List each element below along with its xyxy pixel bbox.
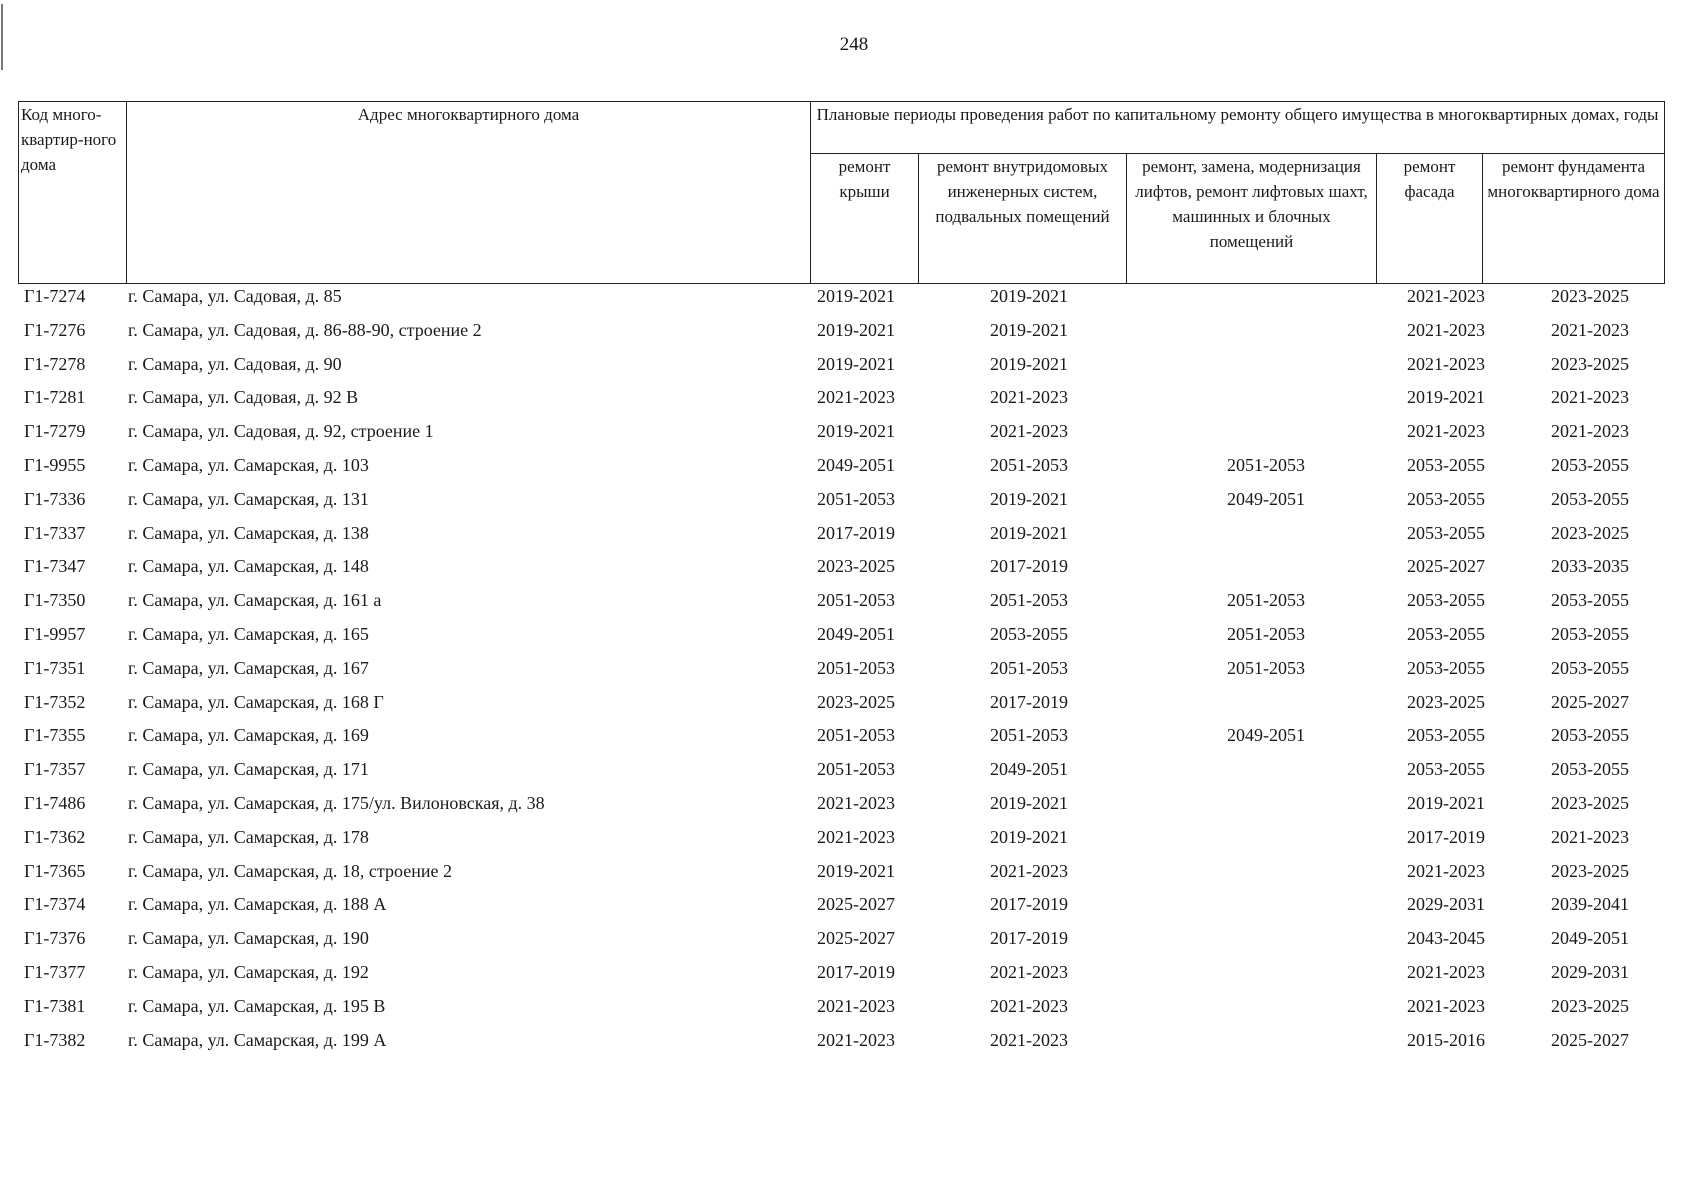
cell-roof: 2025-2027 bbox=[817, 894, 895, 915]
cell-engineering: 2019-2021 bbox=[990, 522, 1068, 543]
cell-code: Г1-7274 bbox=[24, 286, 86, 306]
cell-engineering: 2053-2055 bbox=[990, 623, 1068, 644]
cell-foundation: 2021-2023 bbox=[1551, 319, 1629, 340]
cell-roof: 2023-2025 bbox=[817, 691, 895, 712]
cell-facade: 2053-2055 bbox=[1407, 725, 1485, 746]
table-row bbox=[18, 282, 1668, 316]
cell-facade: 2043-2045 bbox=[1407, 928, 1485, 949]
cell-engineering: 2017-2019 bbox=[990, 556, 1068, 577]
cell-engineering: 2049-2051 bbox=[990, 759, 1068, 780]
cell-roof: 2021-2023 bbox=[817, 387, 895, 408]
cell-address: г. Самара, ул. Самарская, д. 103 bbox=[128, 454, 369, 475]
cell-foundation: 2029-2031 bbox=[1551, 961, 1629, 982]
cell-engineering: 2019-2021 bbox=[990, 488, 1068, 509]
header-code: Код много-квартир-ного дома bbox=[19, 102, 127, 284]
cell-facade: 2053-2055 bbox=[1407, 657, 1485, 678]
cell-lifts: 2051-2053 bbox=[1227, 623, 1305, 644]
cell-foundation: 2049-2051 bbox=[1551, 928, 1629, 949]
cell-facade: 2021-2023 bbox=[1407, 995, 1485, 1016]
cell-facade: 2053-2055 bbox=[1407, 590, 1485, 611]
cell-address: г. Самара, ул. Самарская, д. 161 а bbox=[128, 590, 382, 611]
cell-facade: 2021-2023 bbox=[1407, 353, 1485, 374]
cell-roof: 2019-2021 bbox=[817, 353, 895, 374]
table-row bbox=[18, 789, 1668, 823]
cell-code: Г1-7381 bbox=[24, 995, 86, 1016]
table-row bbox=[18, 958, 1668, 992]
cell-engineering: 2019-2021 bbox=[990, 319, 1068, 340]
cell-roof: 2049-2051 bbox=[817, 623, 895, 644]
cell-facade: 2021-2023 bbox=[1407, 860, 1485, 881]
cell-engineering: 2021-2023 bbox=[990, 387, 1068, 408]
table-row bbox=[18, 755, 1668, 789]
cell-roof: 2019-2021 bbox=[817, 286, 895, 306]
cell-address: г. Самара, ул. Самарская, д. 168 Г bbox=[128, 691, 384, 712]
table-row bbox=[18, 688, 1668, 722]
cell-address: г. Самара, ул. Садовая, д. 85 bbox=[128, 286, 342, 306]
cell-roof: 2025-2027 bbox=[817, 928, 895, 949]
cell-code: Г1-7276 bbox=[24, 319, 86, 340]
header-foundation: ремонт фундамента многоквартирного дома bbox=[1483, 154, 1665, 284]
table-row bbox=[18, 924, 1668, 958]
table-row bbox=[18, 316, 1668, 350]
cell-address: г. Самара, ул. Самарская, д. 167 bbox=[128, 657, 369, 678]
cell-code: Г1-7382 bbox=[24, 1029, 86, 1050]
cell-code: Г1-7351 bbox=[24, 657, 86, 678]
cell-foundation: 2039-2041 bbox=[1551, 894, 1629, 915]
cell-roof: 2049-2051 bbox=[817, 454, 895, 475]
cell-address: г. Самара, ул. Самарская, д. 138 bbox=[128, 522, 369, 543]
page-number: 248 bbox=[839, 34, 869, 55]
cell-code: Г1-7377 bbox=[24, 961, 86, 982]
cell-address: г. Самара, ул. Самарская, д. 171 bbox=[128, 759, 369, 780]
cell-engineering: 2051-2053 bbox=[990, 454, 1068, 475]
table-row bbox=[18, 451, 1668, 485]
cell-engineering: 2051-2053 bbox=[990, 725, 1068, 746]
cell-foundation: 2053-2055 bbox=[1551, 454, 1629, 475]
cell-facade: 2021-2023 bbox=[1407, 286, 1485, 306]
table-row bbox=[18, 519, 1668, 553]
cell-lifts: 2049-2051 bbox=[1227, 725, 1305, 746]
cell-foundation: 2023-2025 bbox=[1551, 522, 1629, 543]
cell-engineering: 2019-2021 bbox=[990, 286, 1068, 306]
header-engineering: ремонт внутридомовых инженерных систем, подвальных помещений bbox=[919, 154, 1127, 284]
cell-address: г. Самара, ул. Самарская, д. 131 bbox=[128, 488, 369, 509]
cell-code: Г1-7362 bbox=[24, 826, 86, 847]
cell-facade: 2015-2016 bbox=[1407, 1029, 1485, 1050]
cell-code: Г1-7350 bbox=[24, 590, 86, 611]
cell-foundation: 2023-2025 bbox=[1551, 860, 1629, 881]
cell-roof: 2051-2053 bbox=[817, 759, 895, 780]
table-row bbox=[18, 857, 1668, 891]
cell-foundation: 2021-2023 bbox=[1551, 421, 1629, 442]
cell-address: г. Самара, ул. Садовая, д. 86-88-90, строение 2 bbox=[128, 319, 482, 340]
cell-engineering: 2019-2021 bbox=[990, 792, 1068, 813]
table-row bbox=[18, 654, 1668, 688]
cell-code: Г1-9955 bbox=[24, 454, 86, 475]
cell-facade: 2019-2021 bbox=[1407, 792, 1485, 813]
cell-code: Г1-7352 bbox=[24, 691, 86, 712]
cell-foundation: 2053-2055 bbox=[1551, 623, 1629, 644]
cell-code: Г1-7336 bbox=[24, 488, 86, 509]
table-row bbox=[18, 620, 1668, 654]
cell-roof: 2017-2019 bbox=[817, 522, 895, 543]
cell-facade: 2053-2055 bbox=[1407, 454, 1485, 475]
cell-facade: 2019-2021 bbox=[1407, 387, 1485, 408]
cell-roof: 2019-2021 bbox=[817, 421, 895, 442]
cell-roof: 2019-2021 bbox=[817, 319, 895, 340]
cell-roof: 2051-2053 bbox=[817, 657, 895, 678]
cell-address: г. Самара, ул. Самарская, д. 175/ул. Вилоновская, д. 38 bbox=[128, 792, 545, 813]
cell-facade: 2021-2023 bbox=[1407, 421, 1485, 442]
cell-code: Г1-7357 bbox=[24, 759, 86, 780]
cell-lifts: 2051-2053 bbox=[1227, 454, 1305, 475]
header-lifts: ремонт, замена, модернизация лифтов, ремонт лифтовых шахт, машинных и блочных помещений bbox=[1127, 154, 1377, 284]
cell-engineering: 2019-2021 bbox=[990, 353, 1068, 374]
cell-engineering: 2019-2021 bbox=[990, 826, 1068, 847]
cell-foundation: 2053-2055 bbox=[1551, 759, 1629, 780]
cell-code: Г1-7281 bbox=[24, 387, 86, 408]
header-periods-group: Плановые периоды проведения работ по капитальному ремонту общего имущества в многоквартирных домах, годы bbox=[811, 102, 1665, 154]
cell-code: Г1-7355 bbox=[24, 725, 86, 746]
cell-code: Г1-7337 bbox=[24, 522, 86, 543]
header-roof: ремонт крыши bbox=[811, 154, 919, 284]
table-row bbox=[18, 586, 1668, 620]
table-row bbox=[18, 417, 1668, 451]
table-row bbox=[18, 350, 1668, 384]
cell-lifts: 2051-2053 bbox=[1227, 657, 1305, 678]
cell-facade: 2025-2027 bbox=[1407, 556, 1485, 577]
cell-address: г. Самара, ул. Самарская, д. 190 bbox=[128, 928, 369, 949]
cell-facade: 2053-2055 bbox=[1407, 522, 1485, 543]
cell-foundation: 2053-2055 bbox=[1551, 488, 1629, 509]
cell-address: г. Самара, ул. Садовая, д. 92, строение 1 bbox=[128, 421, 434, 442]
cell-code: Г1-7374 bbox=[24, 894, 86, 915]
cell-foundation: 2023-2025 bbox=[1551, 353, 1629, 374]
cell-address: г. Самара, ул. Садовая, д. 90 bbox=[128, 353, 342, 374]
cell-address: г. Самара, ул. Садовая, д. 92 В bbox=[128, 387, 359, 408]
cell-code: Г1-7376 bbox=[24, 928, 86, 949]
table-row bbox=[18, 992, 1668, 1026]
cell-address: г. Самара, ул. Самарская, д. 169 bbox=[128, 725, 369, 746]
cell-roof: 2051-2053 bbox=[817, 590, 895, 611]
cell-engineering: 2021-2023 bbox=[990, 961, 1068, 982]
cell-foundation: 2025-2027 bbox=[1551, 691, 1629, 712]
cell-foundation: 2023-2025 bbox=[1551, 286, 1629, 306]
cell-engineering: 2017-2019 bbox=[990, 928, 1068, 949]
cell-engineering: 2017-2019 bbox=[990, 894, 1068, 915]
table-row bbox=[18, 485, 1668, 519]
header-address: Адрес многоквартирного дома bbox=[127, 102, 811, 284]
cell-code: Г1-7347 bbox=[24, 556, 86, 577]
cell-facade: 2053-2055 bbox=[1407, 488, 1485, 509]
cell-foundation: 2021-2023 bbox=[1551, 387, 1629, 408]
table-body bbox=[18, 282, 1668, 1059]
cell-facade: 2023-2025 bbox=[1407, 691, 1485, 712]
header-facade: ремонт фасада bbox=[1377, 154, 1483, 284]
table-header bbox=[18, 101, 1665, 284]
table-row bbox=[18, 890, 1668, 924]
cell-lifts: 2051-2053 bbox=[1227, 590, 1305, 611]
cell-roof: 2021-2023 bbox=[817, 826, 895, 847]
cell-roof: 2023-2025 bbox=[817, 556, 895, 577]
cell-address: г. Самара, ул. Самарская, д. 178 bbox=[128, 826, 369, 847]
cell-address: г. Самара, ул. Самарская, д. 188 А bbox=[128, 894, 387, 915]
cell-code: Г1-7278 bbox=[24, 353, 86, 374]
cell-foundation: 2021-2023 bbox=[1551, 826, 1629, 847]
cell-foundation: 2023-2025 bbox=[1551, 995, 1629, 1016]
cell-engineering: 2021-2023 bbox=[990, 995, 1068, 1016]
cell-engineering: 2051-2053 bbox=[990, 657, 1068, 678]
cell-address: г. Самара, ул. Самарская, д. 18, строение 2 bbox=[128, 860, 452, 881]
cell-roof: 2021-2023 bbox=[817, 792, 895, 813]
cell-address: г. Самара, ул. Самарская, д. 192 bbox=[128, 961, 369, 982]
cell-roof: 2019-2021 bbox=[817, 860, 895, 881]
cell-roof: 2021-2023 bbox=[817, 995, 895, 1016]
cell-roof: 2051-2053 bbox=[817, 488, 895, 509]
cell-facade: 2021-2023 bbox=[1407, 319, 1485, 340]
cell-foundation: 2053-2055 bbox=[1551, 725, 1629, 746]
cell-engineering: 2051-2053 bbox=[990, 590, 1068, 611]
cell-foundation: 2025-2027 bbox=[1551, 1029, 1629, 1050]
cell-facade: 2029-2031 bbox=[1407, 894, 1485, 915]
cell-facade: 2017-2019 bbox=[1407, 826, 1485, 847]
cell-roof: 2051-2053 bbox=[817, 725, 895, 746]
table-row bbox=[18, 552, 1668, 586]
table-row bbox=[18, 721, 1668, 755]
cell-foundation: 2053-2055 bbox=[1551, 590, 1629, 611]
cell-foundation: 2053-2055 bbox=[1551, 657, 1629, 678]
cell-lifts: 2049-2051 bbox=[1227, 488, 1305, 509]
cell-code: Г1-7486 bbox=[24, 792, 86, 813]
cell-facade: 2021-2023 bbox=[1407, 961, 1485, 982]
cell-roof: 2021-2023 bbox=[817, 1029, 895, 1050]
cell-foundation: 2033-2035 bbox=[1551, 556, 1629, 577]
cell-address: г. Самара, ул. Самарская, д. 148 bbox=[128, 556, 369, 577]
cell-roof: 2017-2019 bbox=[817, 961, 895, 982]
cell-engineering: 2021-2023 bbox=[990, 421, 1068, 442]
cell-engineering: 2021-2023 bbox=[990, 860, 1068, 881]
cell-engineering: 2017-2019 bbox=[990, 691, 1068, 712]
table-row bbox=[18, 383, 1668, 417]
cell-code: Г1-7279 bbox=[24, 421, 86, 442]
table-row bbox=[18, 823, 1668, 857]
cell-address: г. Самара, ул. Самарская, д. 195 В bbox=[128, 995, 386, 1016]
table-row bbox=[18, 1026, 1668, 1060]
cell-foundation: 2023-2025 bbox=[1551, 792, 1629, 813]
cell-address: г. Самара, ул. Самарская, д. 165 bbox=[128, 623, 369, 644]
cell-facade: 2053-2055 bbox=[1407, 759, 1485, 780]
cell-code: Г1-7365 bbox=[24, 860, 86, 881]
cell-address: г. Самара, ул. Самарская, д. 199 А bbox=[128, 1029, 387, 1050]
cell-engineering: 2021-2023 bbox=[990, 1029, 1068, 1050]
cell-facade: 2053-2055 bbox=[1407, 623, 1485, 644]
cell-code: Г1-9957 bbox=[24, 623, 86, 644]
